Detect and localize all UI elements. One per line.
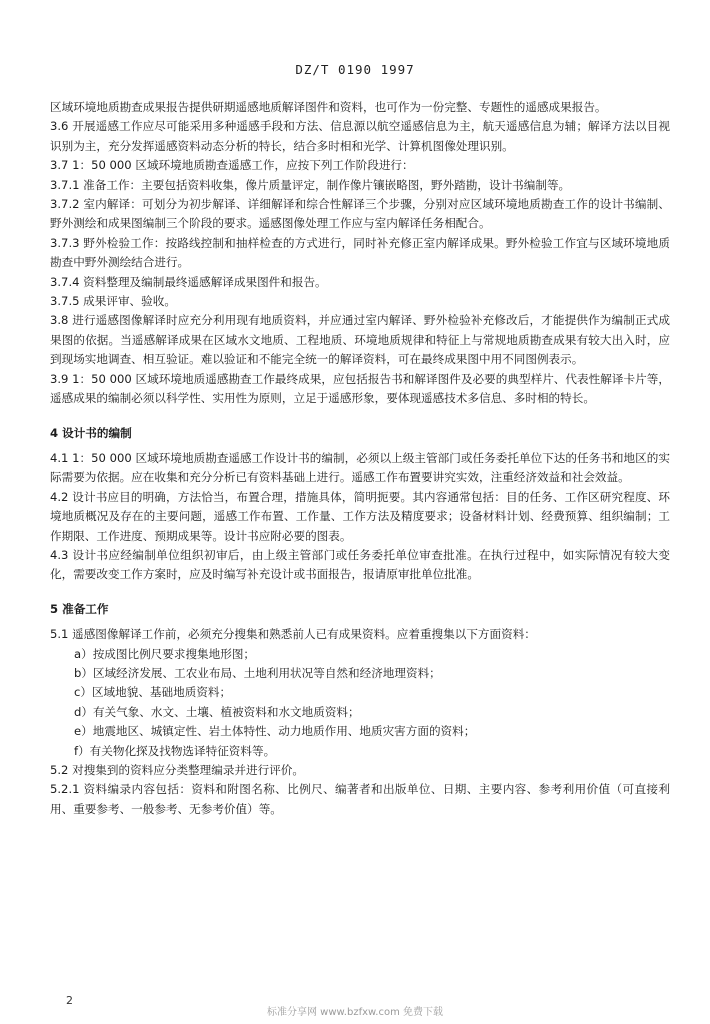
paragraph-4-3: 4.3 设计书应经编制单位组织初审后，由上级主管部门或任务委托单位审查批准。在执行过程中，如实际情况有较大变化，需要改变工作方案时，应及时编写补充设计或书面报告，报请原审批单位批准。 bbox=[50, 547, 670, 582]
list-item-e: e）地震地区、城镇定性、岩土体特性、动力地质作用、地质灾害方面的资料； bbox=[74, 724, 476, 739]
paragraph-3-7-3: 3.7.3 野外检验工作：按路线控制和抽样检查的方式进行，同时补充修正室内解译成果。野外检验工作宜与区域环境地质勘查中野外测绘结合进行。 bbox=[50, 235, 670, 270]
paragraph-3-9: 3.9 1：50 000 区域环境地质遥感勘查工作最终成果，应包括报告书和解译图件及必要的典型样片、代表性解译卡片等，遥感成果的编制必须以科学性、实用性为原则，立足于遥感形象，要体现遥感技术多信息、多时相的特长。 bbox=[50, 371, 670, 406]
watermark-text: 标准分享网 www.bzfxw.com 免费下载 bbox=[267, 1007, 443, 1018]
list-item-c: c）区域地貌、基础地质资料； bbox=[74, 685, 232, 700]
paragraph-3-7-2: 3.7.2 室内解译：可划分为初步解译、详细解译和综合性解译三个步骤，分别对应区域环境地质勘查工作的设计书编制、野外测绘和成果图编制三个阶段的要求。遥感图像处理工作应与室内解译任务相配合。 bbox=[50, 197, 670, 231]
paragraph-4-1: 4.1 1：50 000 区域环境地质勘查遥感工作设计书的编制，必须以上级主管部门或任务委托单位下达的任务书和地区的实际需要为依据。应在收集和充分分析已有资料基础上进行。遥感工作布置要讲究实效，注重经济效益和社会效益。 bbox=[50, 450, 670, 485]
paragraph-5-1: 5.1 遥感图像解译工作前，必须充分搜集和熟悉前人已有成果资料。应着重搜集以下方面资料： bbox=[50, 627, 536, 642]
page-number: 2 bbox=[66, 994, 73, 1007]
paragraph-3-8: 3.8 进行遥感图像解译时应充分利用现有地质资料，并应通过室内解译、野外检验补充修改后，才能提供作为编制正式成果图的依据。当遥感解译成果在区域水文地质、工程地质、环境地质规律和特征上与常规地质勘查成果有较大出入时，应到现场实地调查、相互验证。难以验证和不能完全统一的解译资料，可在最终成果图中用不同图例表示。 bbox=[50, 313, 670, 367]
paragraph-3-7-4: 3.7.4 资料整理及编制最终遥感解译成果图件和报告。 bbox=[50, 274, 327, 289]
list-item-d: d）有关气象、水文、土壤、植被资料和水文地质资料； bbox=[74, 704, 360, 719]
paragraph-5-2-1: 5.2.1 资料编录内容包括：资料和附图名称、比例尺、编著者和出版单位、日期、主要内容、参考利用价值（可直接利用、重要参考、一般参考、无参考价值）等。 bbox=[50, 782, 670, 816]
section-4-heading: 4 设计书的编制 bbox=[50, 425, 132, 440]
paragraph-continuation: 区域环境地质勘查成果报告提供研期遥感地质解译图件和资料，也可作为一份完整、专题性的遥感成果报告。 bbox=[50, 100, 607, 114]
paragraph-3-6: 3.6 开展遥感工作应尽可能采用多种遥感手段和方法、信息源以航空遥感信息为主，航天遥感信息为辅；解译方法以目视识别为主，充分发挥遥感资料动态分析的特长，结合多时相和光学、计算机图像处理识别。 bbox=[50, 119, 670, 153]
list-item-a: a）按成图比例尺要求搜集地形图； bbox=[74, 646, 256, 661]
paragraph-3-7-5: 3.7.5 成果评审、验收。 bbox=[50, 294, 176, 309]
list-item-b: b）区域经济发展、工农业布局、土地利用状况等自然和经济地理资料； bbox=[74, 665, 441, 680]
paragraph-5-2: 5.2 对搜集到的资料应分类整理编录并进行评价。 bbox=[50, 763, 304, 777]
paragraph-3-7-1: 3.7.1 准备工作：主要包括资料收集，像片质量评定，制作像片镶嵌略图，野外踏勘，设计书编制等。 bbox=[50, 177, 571, 192]
standard-code-header: DZ/T 0190 1997 bbox=[295, 62, 415, 77]
section-5-heading: 5 准备工作 bbox=[50, 601, 109, 616]
document-body bbox=[50, 98, 670, 819]
paragraph-3-7: 3.7 1：50 000 区域环境地质勘查遥感工作，应按下列工作阶段进行： bbox=[50, 158, 414, 173]
paragraph-4-2: 4.2 设计书应目的明确，方法恰当，布置合理，措施具体，简明扼要。其内容通常包括：目的任务、工作区研究程度、环境地质概况及存在的主要问题，遥感工作布置、工作量、工作方法及精度要求；设备材料计划、经费预算、组织编制；工作期限、工作进度、预期成果等。设计书应附必要的图表。 bbox=[50, 489, 670, 543]
list-item-f: f）有关物化探及找物选译特征资料等。 bbox=[74, 743, 276, 758]
